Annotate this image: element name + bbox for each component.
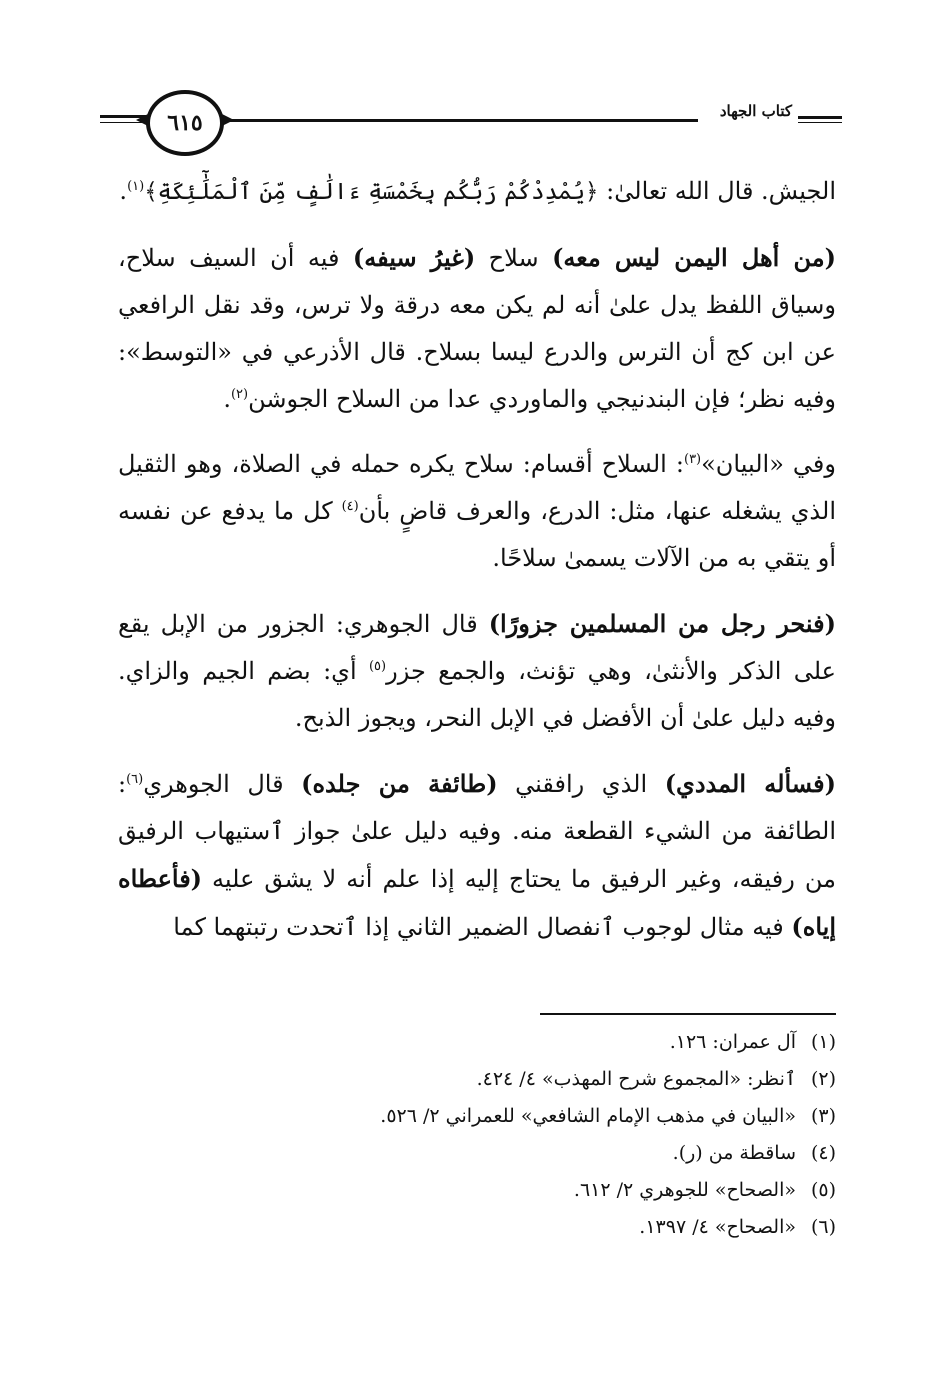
running-header <box>100 88 842 168</box>
text-run: فيه أن السيف سلاح، وسياق اللفظ يدل علىٰ أنه لم يكن معه درقة ولا ترس، وقد نقل الرافعي عن ابن كج أن الترس والدرع ليسا بسلاح. قال الأذرعي في «التوسط»: وفيه نظر؛ فإن البندنيجي والماوردي عدا من السلاح الجوشن <box>118 244 836 413</box>
bold-matn: (طائفة من جلده) <box>301 769 498 798</box>
footnote-ref: (١) <box>127 179 145 194</box>
text-run: قال الجوهري <box>143 770 302 798</box>
text-run: كل ما يدفع عن نفسه أو يتقي به من الآلات يسمىٰ سلاحًا. <box>118 497 836 572</box>
text-run: فيه مثال لوجوب ٱنفصال الضمير الثاني إذا ٱتحدت رتبتهما كما <box>173 913 792 941</box>
footnote-ref: (٣) <box>683 452 702 467</box>
footnotes <box>118 1024 836 1246</box>
text-run: الجيش. قال الله تعالىٰ: <box>598 177 836 205</box>
footnote-text: ٱنظر: «المجموع شرح المهذب» ٤/ ٤٢٤. <box>476 1068 796 1090</box>
footnote-number: (٢) <box>810 1068 836 1090</box>
footnote-text: آل عمران: ١٢٦. <box>669 1031 796 1053</box>
footnote-separator <box>540 1013 836 1015</box>
bold-matn: (فنحر رجل من المسلمين جزورًا) <box>488 609 836 638</box>
header-rule-middle <box>228 119 698 122</box>
text-run: . <box>223 385 231 413</box>
quran-quote: ﴿يُمْدِدْكُمْ رَبُّكُم بِخَمْسَةِ ءَالَٰفٍ مِّنَ ٱلْمَلَٰٓئِكَةِ﴾ <box>144 179 599 205</box>
footnote-number: (٥) <box>810 1179 836 1201</box>
paragraph-5 <box>118 760 836 951</box>
footnote-text: ساقطة من (ر). <box>672 1142 796 1164</box>
text-run: وفي «البيان» <box>701 450 836 478</box>
footnote-item <box>118 1024 836 1061</box>
footnote-ref: (٢) <box>230 387 249 402</box>
paragraph-1 <box>118 168 836 216</box>
footnote-item <box>118 1061 836 1098</box>
text-run: : السلاح أقسام: سلاح يكره حمله في الصلاة، وهو الثقيل الذي يشغله عنها، مثل: الدرع، والعرف قاضٍ بأن <box>118 450 836 525</box>
footnote-item <box>118 1172 836 1209</box>
header-rule-right-thin <box>798 122 842 123</box>
footnote-item <box>118 1098 836 1135</box>
footnote-number: (١) <box>810 1031 836 1053</box>
text-run: سلاح <box>475 244 553 272</box>
footnote-number: (٦) <box>810 1216 836 1238</box>
footnote-text: «الصحاح» للجوهري ٢/ ٦١٢. <box>573 1179 796 1201</box>
paragraph-2 <box>118 234 836 423</box>
footnote-ref: (٦) <box>126 772 144 787</box>
text-run: قال الجوهري: الجزور من الإبل يقع على الذكر والأنثىٰ، وهي تؤنث، والجمع جزر <box>118 610 836 685</box>
footnote-item <box>118 1209 836 1246</box>
paragraph-4 <box>118 600 836 742</box>
footnote-text: «الصحاح» ٤/ ١٣٩٧. <box>639 1216 796 1238</box>
text-run: الذي رافقني <box>497 770 665 798</box>
bold-matn: (من أهل اليمن ليس معه) <box>552 243 836 272</box>
footnote-number: (٤) <box>810 1142 836 1164</box>
header-rule-right <box>798 116 842 119</box>
footnote-item <box>118 1135 836 1172</box>
text-run: أي: بضم الجيم والزاي. وفيه دليل علىٰ أن الأفضل في الإبل النحر، ويجوز الذبح. <box>118 657 836 732</box>
text-run: . <box>119 177 128 205</box>
text-run: : الطائفة من الشيء القطعة منه. وفيه دليل علىٰ جواز ٱستيهاب الرفيق من رفيقه، وغير الرفيق ما يحتاج إليه إذا علم أنه لا يشق عليه <box>118 770 836 893</box>
page-number-badge <box>146 90 224 156</box>
footnote-ref: (٥) <box>368 659 387 674</box>
bold-matn: (فأعطاه إياه) <box>118 864 836 941</box>
footnote-number: (٣) <box>810 1105 836 1127</box>
paragraph-3 <box>118 441 836 582</box>
footnote-text: «البيان في مذهب الإمام الشافعي» للعمراني ٢/ ٥٢٦. <box>380 1105 796 1127</box>
chapter-title: كتاب الجهاد <box>719 102 792 120</box>
main-text <box>118 168 836 951</box>
bold-matn: (غيرُ سيفه) <box>352 243 476 272</box>
footnote-ref: (٤) <box>341 499 359 514</box>
bold-matn: (فسأله المددي) <box>664 769 836 798</box>
page-number: ٦١٥ <box>167 110 203 136</box>
